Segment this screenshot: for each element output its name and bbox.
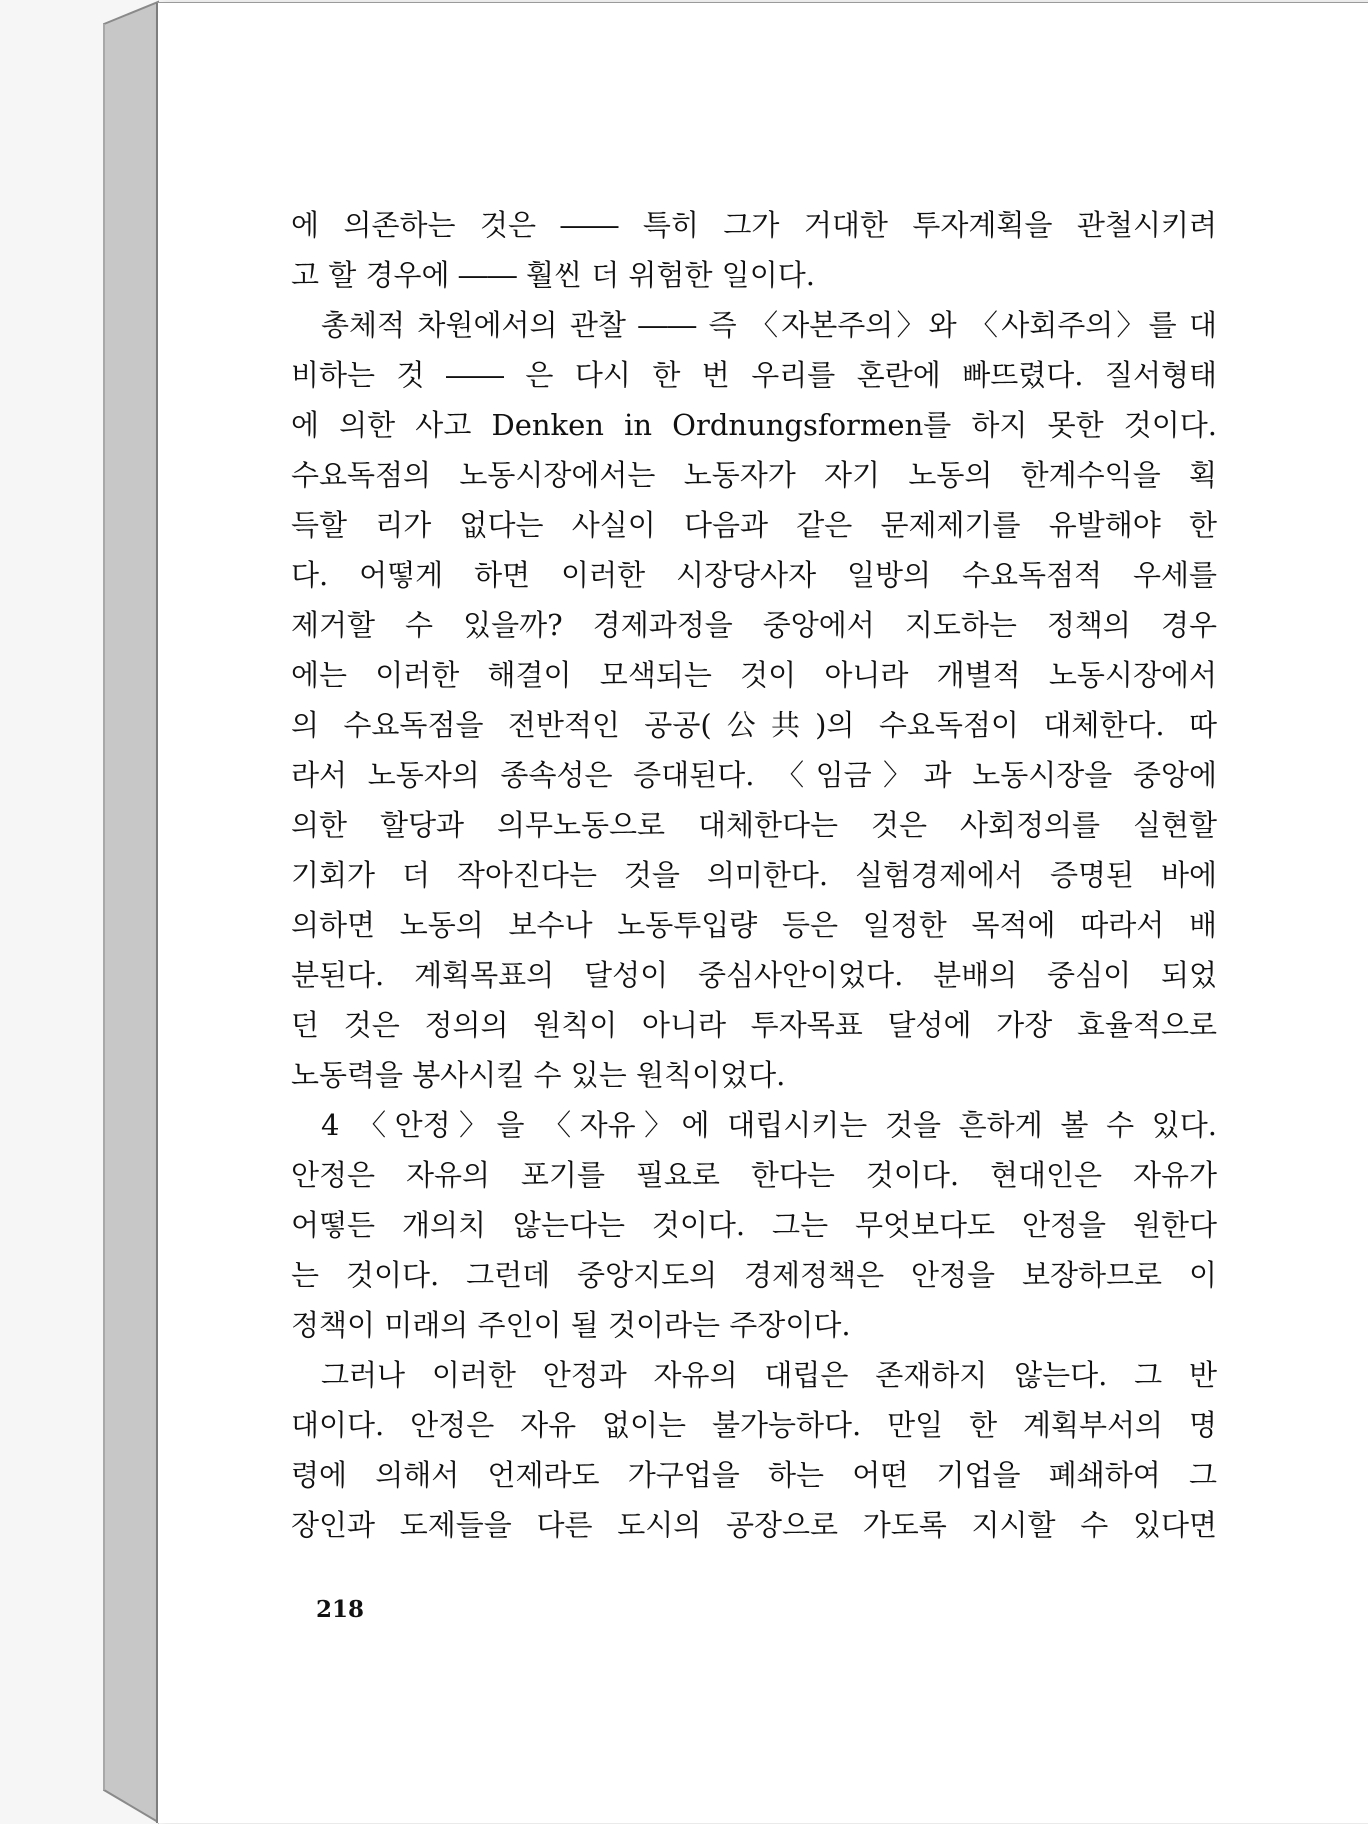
text-line: 대이다. 안정은 자유 없이는 불가능하다. 만일 한 계획부서의 명: [291, 1408, 1217, 1442]
text-line: 4 〈안정〉을 〈자유〉에 대립시키는 것을 흔하게 볼 수 있다.: [321, 1108, 1217, 1142]
text-line: 어떻든 개의치 않는다는 것이다. 그는 무엇보다도 안정을 원한다: [291, 1208, 1217, 1242]
text-line: 비하는 것 ―― 은 다시 한 번 우리를 혼란에 빠뜨렸다. 질서형태: [291, 358, 1217, 392]
text-line: 장인과 도제들을 다른 도시의 공장으로 가도록 지시할 수 있다면: [291, 1508, 1217, 1542]
text-line: 노동력을 봉사시킬 수 있는 원칙이었다.: [291, 1058, 786, 1092]
text-line: 제거할 수 있을까? 경제과정을 중앙에서 지도하는 정책의 경우: [291, 608, 1217, 642]
text-line: 기회가 더 작아진다는 것을 의미한다. 실험경제에서 증명된 바에: [291, 858, 1217, 892]
text-line: 정책이 미래의 주인이 될 것이라는 주장이다.: [291, 1308, 851, 1342]
text-line: 에 의한 사고 Denken in Ordnungsformen를 하지 못한 것이다.: [291, 408, 1217, 442]
text-line: 분된다. 계획목표의 달성이 중심사안이었다. 분배의 중심이 되었: [291, 958, 1217, 992]
text-line: 에는 이러한 해결이 모색되는 것이 아니라 개별적 노동시장에서: [291, 658, 1217, 692]
text-line: 득할 리가 없다는 사실이 다음과 같은 문제제기를 유발해야 한: [291, 508, 1217, 542]
text-line: 던 것은 정의의 원칙이 아니라 투자목표 달성에 가장 효율적으로: [291, 1008, 1217, 1042]
text-line: 다. 어떻게 하면 이러한 시장당사자 일방의 수요독점적 우세를: [291, 558, 1217, 592]
page-number: 218: [316, 1596, 365, 1623]
text-line: 의하면 노동의 보수나 노동투입량 등은 일정한 목적에 따라서 배: [291, 908, 1217, 942]
text-line: 총체적 차원에서의 관찰 ―― 즉 〈자본주의〉와 〈사회주의〉를 대: [321, 308, 1217, 342]
text-line: 수요독점의 노동시장에서는 노동자가 자기 노동의 한계수익을 획: [291, 458, 1217, 492]
text-line: 에 의존하는 것은 ―― 특히 그가 거대한 투자계획을 관철시키려: [291, 208, 1217, 242]
text-line: 안정은 자유의 포기를 필요로 한다는 것이다. 현대인은 자유가: [291, 1158, 1217, 1192]
text-line: 는 것이다. 그런데 중앙지도의 경제정책은 안정을 보장하므로 이: [291, 1258, 1217, 1292]
text-line: 의 수요독점을 전반적인 공공(公共)의 수요독점이 대체한다. 따: [291, 708, 1217, 742]
text-line: 령에 의해서 언제라도 가구업을 하는 어떤 기업을 폐쇄하여 그: [291, 1458, 1217, 1492]
text-line: 의한 할당과 의무노동으로 대체한다는 것은 사회정의를 실현할: [291, 808, 1217, 842]
text-line: 고 할 경우에 ―― 훨씬 더 위험한 일이다.: [291, 258, 815, 292]
text-line: 그러나 이러한 안정과 자유의 대립은 존재하지 않는다. 그 반: [321, 1358, 1217, 1392]
text-line: 라서 노동자의 종속성은 증대된다. 〈임금〉과 노동시장을 중앙에: [291, 758, 1217, 792]
